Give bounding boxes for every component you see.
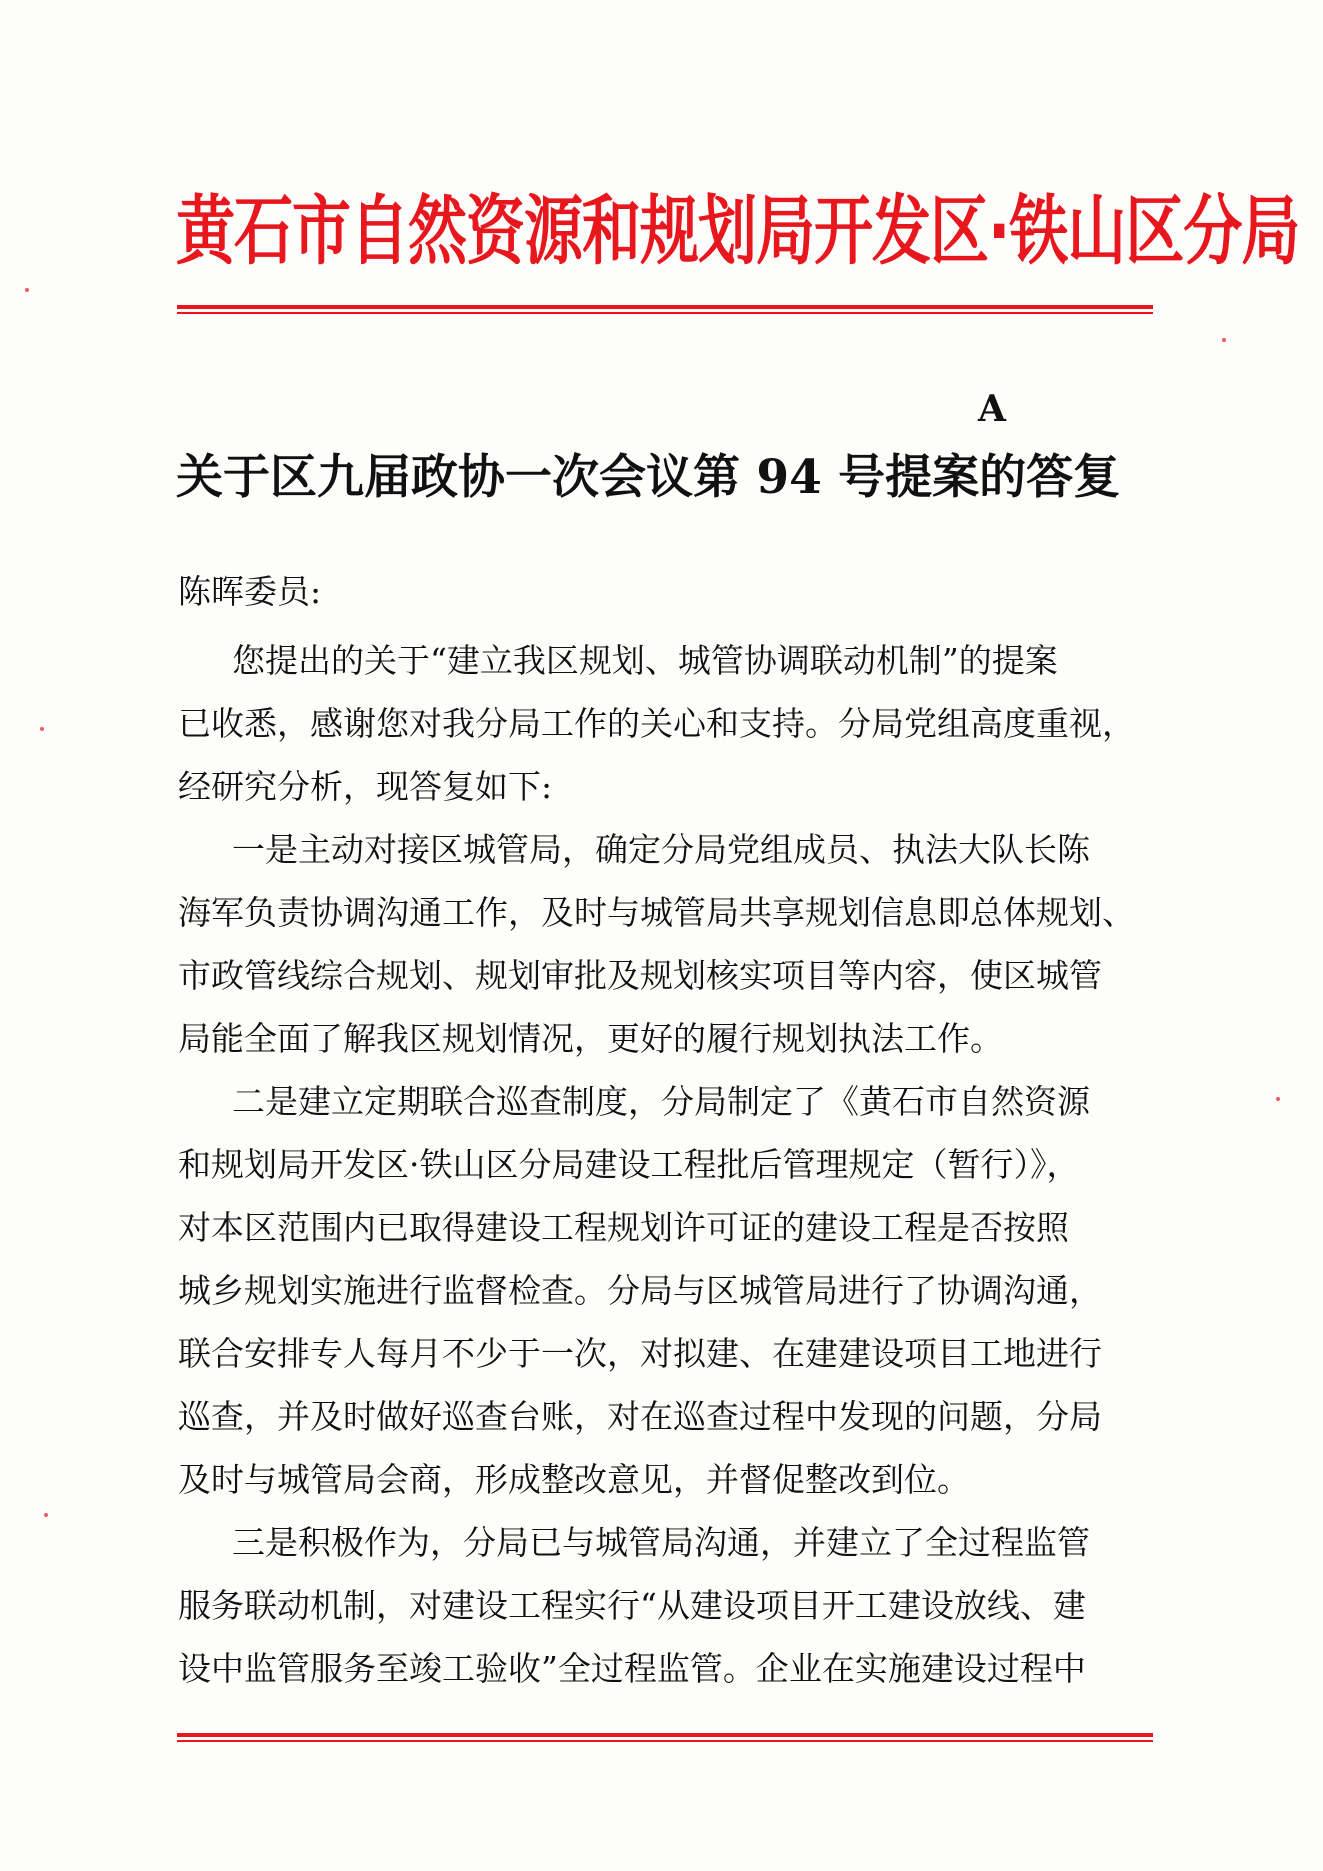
paragraph [178, 818, 1178, 1070]
paragraph [178, 1070, 1178, 1511]
salutation: 陈晖委员: [178, 572, 322, 611]
paragraph-line: 城乡规划实施进行监督检查。分局与区城管局进行了协调沟通， [178, 1271, 1102, 1310]
paragraph-line: 经研究分析，现答复如下: [178, 767, 553, 806]
paragraph-line: 您提出的关于“建立我区规划、城管协调联动机制”的提案 [232, 641, 1058, 680]
scan-speck [1222, 338, 1226, 342]
paragraph [178, 1511, 1178, 1700]
paragraph-line: 二是建立定期联合巡查制度，分局制定了《黄石市自然资源 [232, 1082, 1090, 1121]
paragraph-line: 巡查，并及时做好巡查台账，对在巡查过程中发现的问题，分局 [178, 1397, 1102, 1436]
document-body [178, 629, 1178, 1700]
paragraph-line: 已收悉，感谢您对我分局工作的关心和支持。分局党组高度重视， [178, 704, 1135, 743]
paragraph-line: 对本区范围内已取得建设工程规划许可证的建设工程是否按照 [178, 1208, 1069, 1247]
header-rule [177, 305, 1153, 314]
scan-speck [25, 288, 29, 292]
paragraph-line: 服务联动机制，对建设工程实行“从建设项目开工建设放线、建 [178, 1586, 1086, 1625]
paragraph-line: 三是积极作为，分局已与城管局沟通，并建立了全过程监管 [232, 1523, 1090, 1562]
scan-speck [40, 727, 44, 731]
footer-rule [177, 1733, 1153, 1742]
paragraph-line: 局能全面了解我区规划情况，更好的履行规划执法工作。 [178, 1019, 1003, 1058]
paragraph-line: 海军负责协调沟通工作，及时与城管局共享规划信息即总体规划、 [178, 893, 1135, 932]
paragraph-line: 设中监管服务至竣工验收”全过程监管。企业在实施建设过程中 [178, 1649, 1086, 1688]
scan-speck [1276, 1097, 1280, 1101]
paragraph-line: 和规划局开发区·铁山区分局建设工程批后管理规定（暂行）》， [178, 1145, 1080, 1184]
scan-speck [44, 1513, 48, 1517]
paragraph [178, 629, 1178, 818]
paragraph-line: 一是主动对接区城管局，确定分局党组成员、执法大队长陈 [232, 830, 1090, 869]
document-title: 关于区九届政协一次会议第 94 号提案的答复 [176, 450, 1121, 505]
letterhead-title: 黄石市自然资源和规划局开发区·铁山区分局 [176, 186, 1300, 275]
paragraph-line: 及时与城管局会商，形成整改意见，并督促整改到位。 [178, 1460, 970, 1499]
paragraph-line: 市政管线综合规划、规划审批及规划核实项目等内容，使区城管 [178, 956, 1102, 995]
paragraph-line: 联合安排专人每月不少于一次，对拟建、在建建设项目工地进行 [178, 1334, 1102, 1373]
document-mark: A [978, 388, 1006, 430]
